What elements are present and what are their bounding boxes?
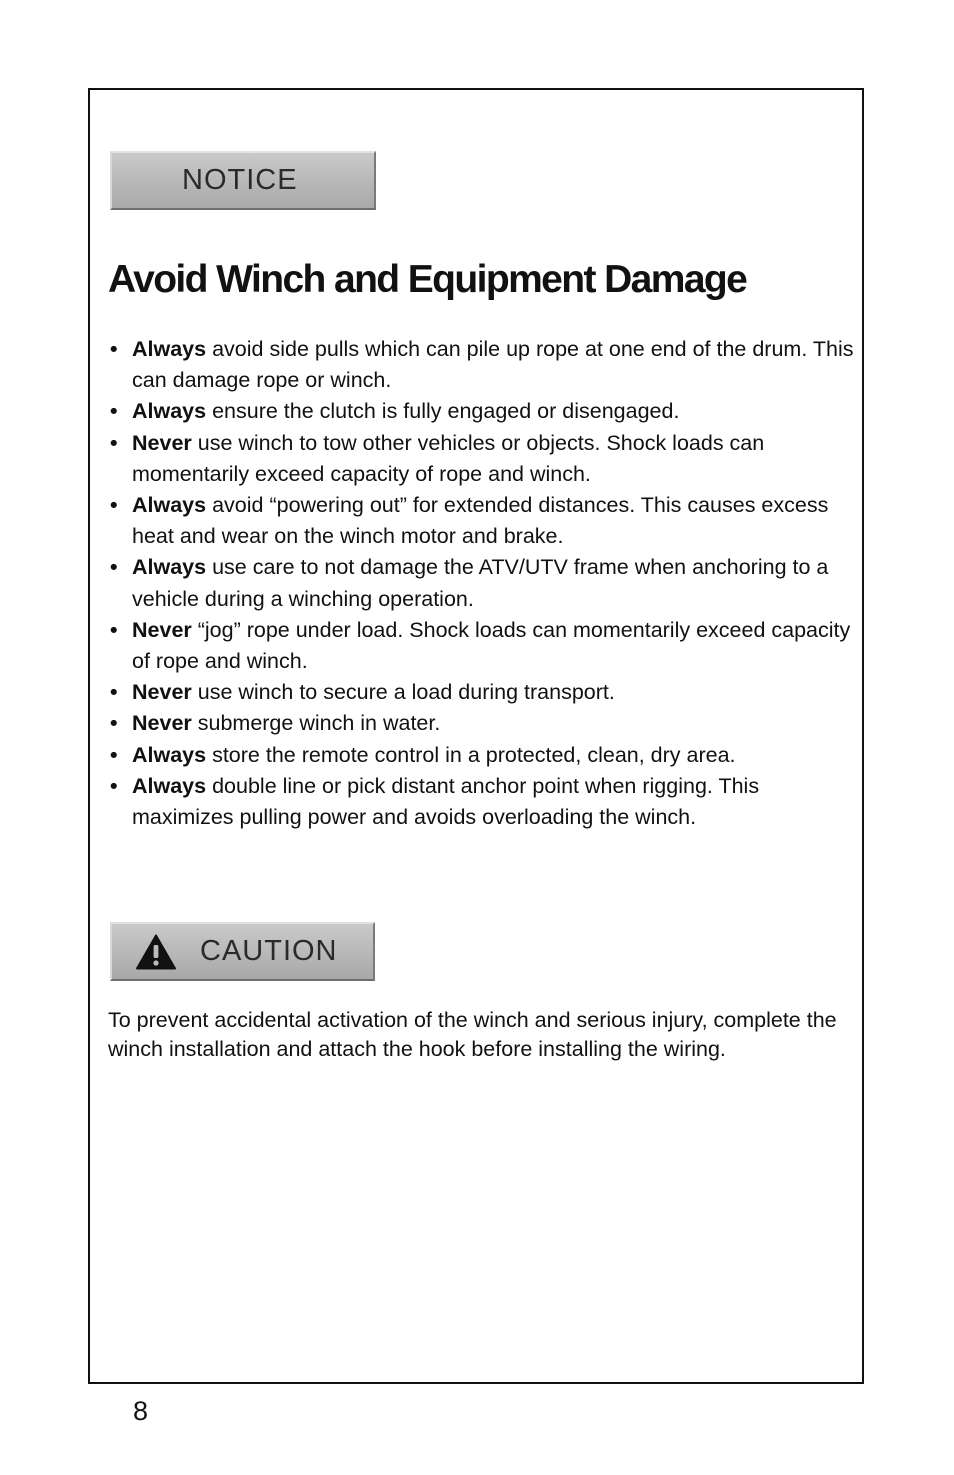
bullet-keyword: Always xyxy=(132,773,207,798)
list-item xyxy=(110,615,855,677)
bullet-text: use winch to tow other vehicles or objects. Shock loads can momentarily exceed capacity of rope and winch. xyxy=(132,430,765,486)
bullet-text: store the remote control in a protected, clean, dry area. xyxy=(206,742,736,767)
bullet-keyword: Never xyxy=(132,430,192,455)
bullet-text: avoid side pulls which can pile up rope at one end of the drum. This can damage rope or winch. xyxy=(132,337,854,393)
bullet-text: ensure the clutch is fully engaged or disengaged. xyxy=(206,399,680,424)
bullet-keyword: Always xyxy=(132,337,207,361)
bullet-keyword: Never xyxy=(132,680,192,705)
caution-body-text: To prevent accidental activation of the winch and serious injury, complete the winch installation and attach the hook before installing the wiring. xyxy=(108,1008,837,1061)
bullet-keyword: Always xyxy=(132,493,207,518)
bullet-text: use winch to secure a load during transport. xyxy=(191,680,615,705)
warning-triangle-icon xyxy=(136,934,176,970)
bullet-text: “jog” rope under load. Shock loads can momentarily exceed capacity of rope and winch. xyxy=(132,617,851,674)
section-title: Avoid Winch and Equipment Damage xyxy=(108,258,747,301)
bullet-keyword: Always xyxy=(132,555,207,580)
bullet-text: submerge winch in water. xyxy=(191,711,441,736)
list-item xyxy=(110,740,855,771)
bullet-keyword: Never xyxy=(132,617,192,642)
bullet-text: avoid “powering out” for extended distances. This causes excess heat and wear on the winch motor and brake. xyxy=(132,493,829,549)
bullet-text: double line or pick distant anchor point when rigging. This maximizes pulling power and avoids overloading the winch. xyxy=(132,773,760,830)
list-item xyxy=(110,771,855,833)
bullet-keyword: Always xyxy=(132,742,207,767)
caution-label: CAUTION xyxy=(200,935,338,967)
precaution-list xyxy=(110,334,855,833)
list-item xyxy=(110,490,855,552)
bullet-keyword: Always xyxy=(132,399,207,424)
page-number: 8 xyxy=(133,1396,149,1426)
notice-badge xyxy=(110,151,376,210)
list-item xyxy=(110,677,855,708)
caution-badge xyxy=(110,922,375,981)
bullet-keyword: Never xyxy=(132,711,192,736)
list-item xyxy=(110,708,855,739)
notice-label: NOTICE xyxy=(182,164,298,196)
list-item xyxy=(110,334,855,396)
page-frame xyxy=(88,88,864,1384)
list-item xyxy=(110,428,855,490)
list-item xyxy=(110,552,855,614)
bullet-text: use care to not damage the ATV/UTV frame when anchoring to a vehicle during a winching operation. xyxy=(132,555,829,611)
list-item xyxy=(110,396,855,427)
